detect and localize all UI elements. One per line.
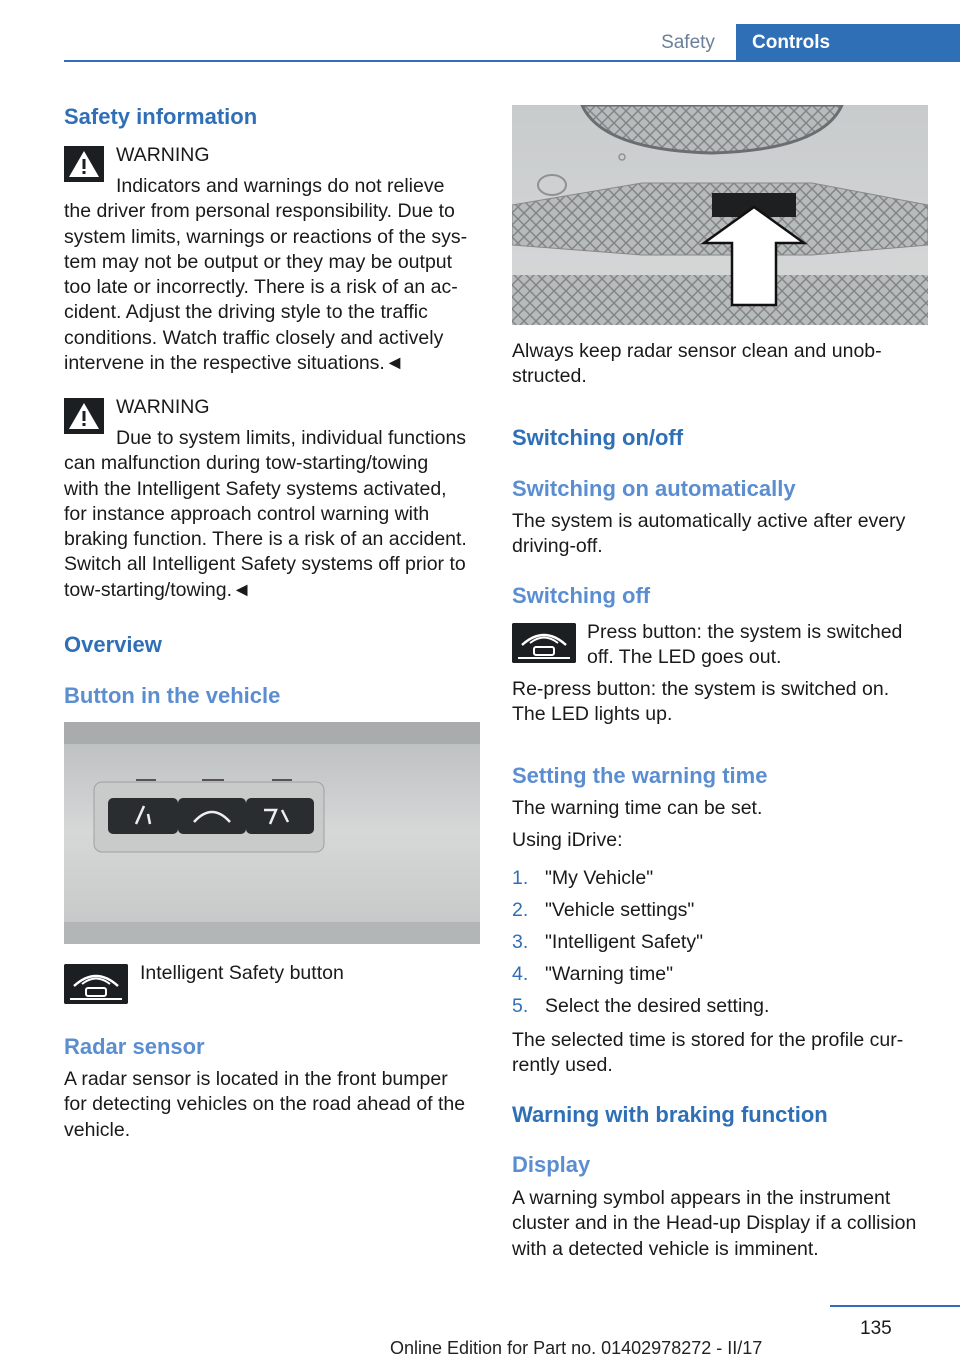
switch-on-auto-text: The system is automatically active after every driving-off. [512,510,906,558]
warning-time-text: The warning time can be set. [512,797,763,819]
switch-off-text: Press button: the system is switched off. The LED goes out. [587,621,903,669]
switching-heading: Switching on/off [512,425,684,450]
braking-function-heading: Warning with braking function [512,1102,828,1127]
list-item: 5. Select the desired setting. [512,995,770,1017]
radar-sensor-heading: Radar sensor [64,1034,205,1059]
header-rule [64,60,960,62]
radar-sensor-text: A radar sensor is located in the front bumper for detecting vehicles on the road ahead of the vehicle. [64,1068,466,1141]
list-item: 2. "Vehicle settings" [512,899,695,921]
warning-time-heading: Setting the warning time [512,763,768,788]
footer-rule [830,1305,960,1307]
warning2-label: WARNING [116,396,210,418]
warning1-text: Indicators and warnings do not relieve the driver from personal responsibility. Due to system limits, warnings or reactions of the sys‐ tem may not be output or they may be output too late or incorrectly. There is a risk of an ac‐ cident. Adjust the driving style to the traffic conditions. Watch traffic closely and actively intervene in the respective situations.◄ [64,175,468,375]
list-item: 1. "My Vehicle" [512,867,654,889]
stored-text: The selected time is stored for the profile cur‐ rently used. [512,1029,904,1077]
header-tab-safety: Safety [661,32,715,53]
page-number: 135 [860,1318,892,1339]
edition-footer: Online Edition for Part no. 01402978272 - II/17 [390,1338,763,1358]
intelligent-safety-button-icon [512,623,576,663]
button-caption: Intelligent Safety button [140,962,344,984]
button-in-vehicle-heading: Button in the vehicle [64,683,281,708]
safety-info-heading: Safety information [64,104,258,129]
keep-clean-text: Always keep radar sensor clean and unob‐ structed. [512,340,882,388]
bumper-radar-illustration [512,105,928,325]
intelligent-safety-button-icon [64,964,128,1004]
list-item: 3. "Intelligent Safety" [512,931,704,953]
header-tab-controls: Controls [736,24,960,62]
warning1-label: WARNING [116,144,210,166]
display-text: A warning symbol appears in the instrument cluster and in the Head-up Display if a collision with a detected vehicle is imminent. [512,1187,917,1260]
idrive-steps-list [512,862,928,1022]
switch-on-auto-heading: Switching on automatically [512,476,796,501]
list-item: 4. "Warning time" [512,963,673,985]
button-panel-illustration [64,722,480,944]
overview-heading: Overview [64,632,162,657]
warning2-text: Due to system limits, individual functions can malfunction during tow-starting/towing with the Intelligent Safety systems activated, for instance approach control warning with braking function. There is a risk of an accident. Switch all Intelligent Safety systems off prior to tow-starting/towing.◄ [64,427,467,601]
repress-text: Re-press button: the system is switched on. The LED lights up. [512,678,890,726]
switch-off-heading: Switching off [512,583,651,608]
display-heading: Display [512,1152,591,1177]
using-idrive-text: Using iDrive: [512,829,623,851]
